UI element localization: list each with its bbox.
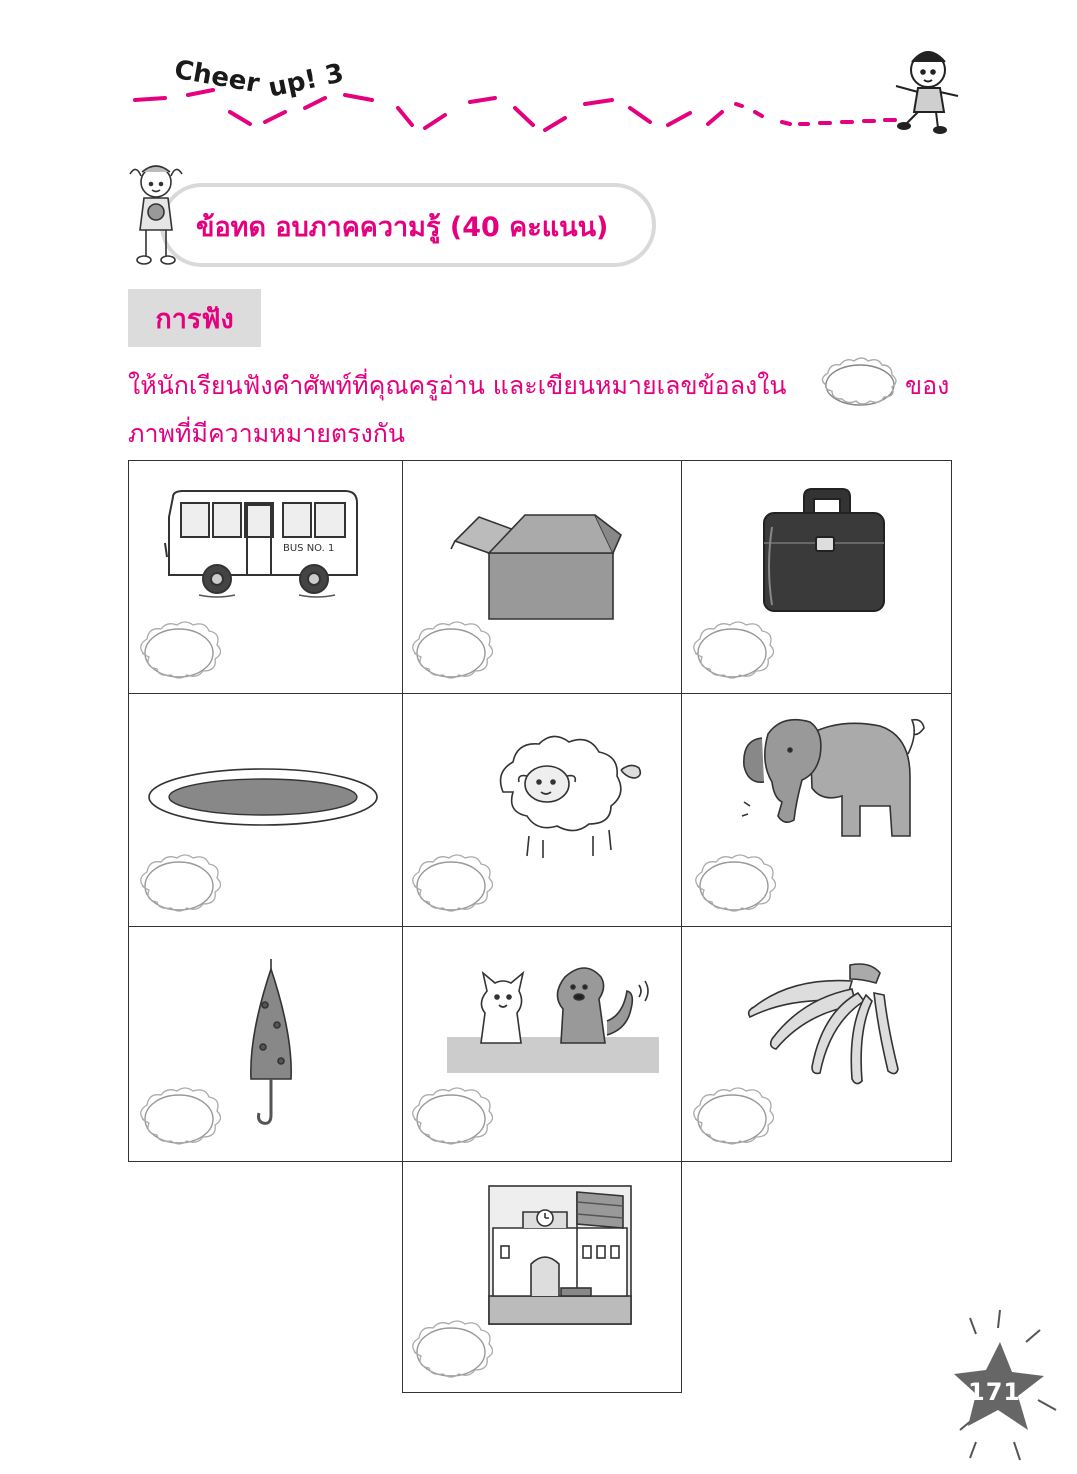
boy-illustration xyxy=(896,52,958,133)
page-number: 171 xyxy=(968,1378,1022,1406)
section-title: ข้อทด อบภาคความรู้ (40 คะแนน) xyxy=(196,212,609,243)
picture-cell-box xyxy=(402,460,682,694)
picture-cell-school xyxy=(402,1161,682,1393)
answer-flower-icon xyxy=(817,357,903,413)
instruction-line2: ภาพที่มีความหมายตรงกัน xyxy=(128,419,405,448)
cheer-word-2: up! 3 xyxy=(265,58,347,104)
listening-label: การฟัง xyxy=(128,289,261,347)
umbrella-icon xyxy=(241,955,301,1130)
bananas-icon xyxy=(740,959,902,1095)
mat-icon xyxy=(147,766,379,828)
bag-icon xyxy=(760,487,890,617)
picture-cell-elephant xyxy=(681,693,952,927)
picture-cell-sheep xyxy=(402,693,682,927)
answer-flower-icon xyxy=(137,1087,221,1151)
school-icon xyxy=(487,1184,633,1326)
cheer-word-1: Cheer xyxy=(172,54,262,100)
answer-flower-icon xyxy=(137,854,221,918)
girl-icon xyxy=(126,156,186,268)
elephant-icon xyxy=(738,714,930,854)
picture-cell-bus xyxy=(128,460,403,694)
answer-flower-icon xyxy=(409,621,493,685)
header-dashed-path xyxy=(0,0,1077,150)
picture-cell-bananas xyxy=(681,926,952,1162)
sheep-icon xyxy=(493,732,653,862)
answer-flower-icon xyxy=(137,621,221,685)
picture-cell-bag xyxy=(681,460,952,694)
bus-icon xyxy=(159,487,365,607)
picture-cell-mat xyxy=(128,693,403,927)
answer-flower-icon xyxy=(409,854,493,918)
answer-flower-icon xyxy=(409,1320,493,1384)
instruction-line1: ให้นักเรียนฟังคำศัพท์ที่คุณครูอ่าน และเขียนหมายเลขข้อลงใน xyxy=(128,371,787,400)
cat-and-dog-icon xyxy=(447,961,659,1073)
instruction-line1-end: ของ xyxy=(905,371,950,400)
picture-cell-umbrella xyxy=(128,926,403,1162)
answer-flower-icon xyxy=(690,621,774,685)
answer-flower-icon xyxy=(690,1087,774,1151)
picture-cell-cat-and-dog xyxy=(402,926,682,1162)
answer-flower-icon xyxy=(692,854,776,918)
box-icon xyxy=(445,501,625,621)
answer-flower-icon xyxy=(409,1087,493,1151)
bus-label: BUS NO. 1 xyxy=(283,543,335,554)
